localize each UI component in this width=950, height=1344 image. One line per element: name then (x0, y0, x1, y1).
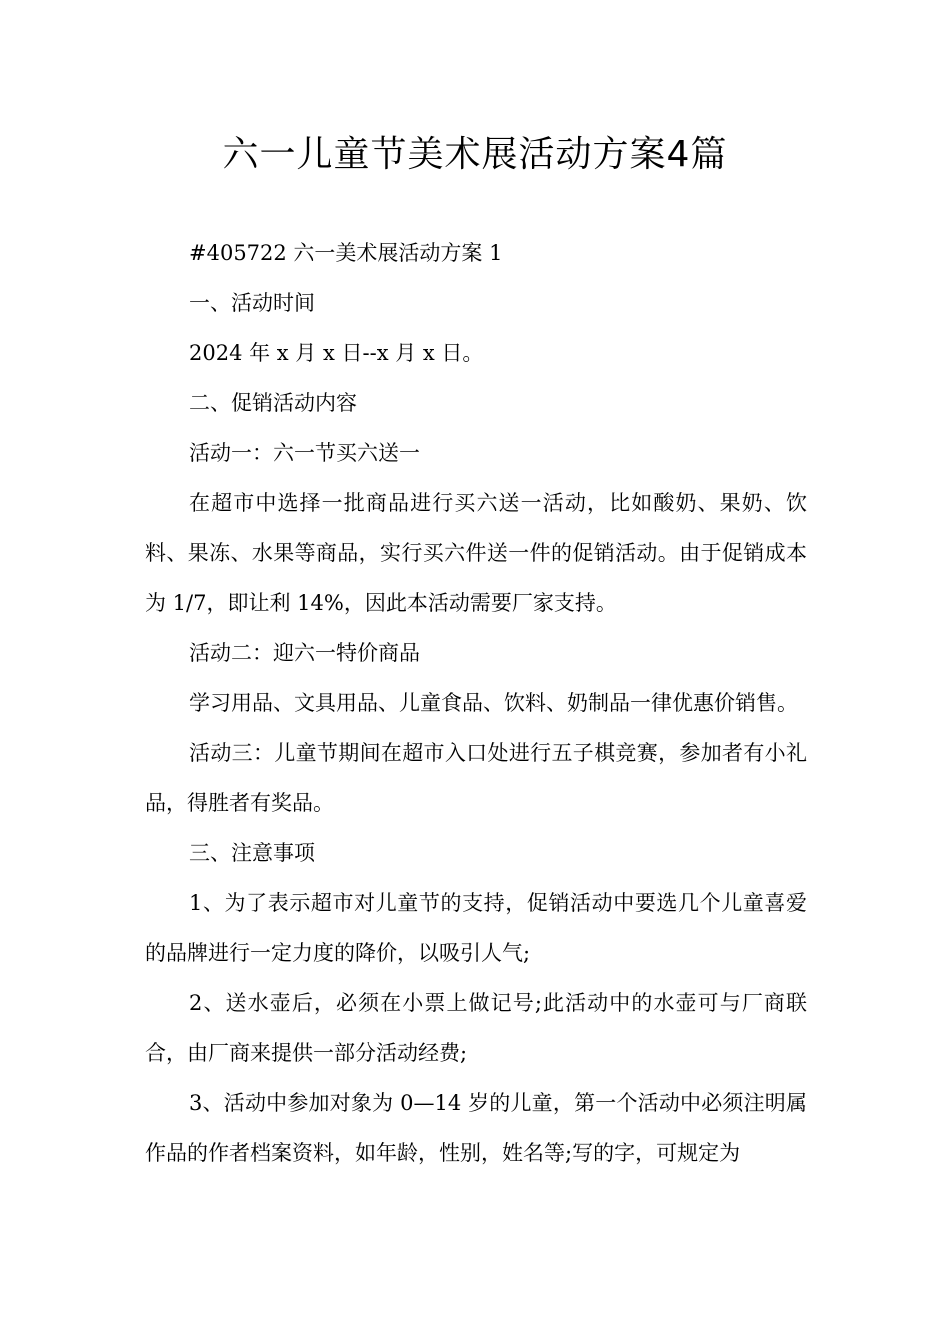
paragraph-note-2: 2、送水壶后，必须在小票上做记号;此活动中的水壶可与厂商联合，由厂商来提供一部分活动经费; (145, 991, 807, 1065)
paragraph-note-1: 1、为了表示超市对儿童节的支持，促销活动中要选几个儿童喜爱的品牌进行一定力度的降价，以吸引人气; (145, 891, 807, 965)
paragraph-activity-two-title: 活动二：迎六一特价商品 (189, 641, 420, 665)
paragraph-heading-plan-1: #405722 六一美术展活动方案 1 (189, 241, 503, 265)
paragraph-section-notes: 三、注意事项 (189, 841, 315, 865)
paragraph-activity-one-title: 活动一：六一节买六送一 (189, 441, 420, 465)
paragraph-activity-three: 活动三：儿童节期间在超市入口处进行五子棋竞赛，参加者有小礼品，得胜者有奖品。 (145, 741, 807, 815)
paragraph-section-promotion: 二、促销活动内容 (189, 391, 357, 415)
paragraph-section-time: 一、活动时间 (189, 291, 315, 315)
paragraph-note-3: 3、活动中参加对象为 0—14 岁的儿童，第一个活动中必须注明属作品的作者档案资料，如年龄，性别，姓名等;写的字，可规定为 (145, 1091, 807, 1165)
paragraph-date-range: 2024 年 x 月 x 日--x 月 x 日。 (189, 341, 484, 365)
document-title: 六一儿童节美术展活动方案4篇 (222, 134, 728, 175)
document-body (145, 228, 807, 1178)
paragraph-activity-two-body: 学习用品、文具用品、儿童食品、饮料、奶制品一律优惠价销售。 (189, 691, 798, 715)
paragraph-activity-one-body: 在超市中选择一批商品进行买六送一活动，比如酸奶、果奶、饮料、果冻、水果等商品，实行买六件送一件的促销活动。由于促销成本为 1/7，即让利 14%，因此本活动需要厂家支持。 (145, 491, 807, 615)
